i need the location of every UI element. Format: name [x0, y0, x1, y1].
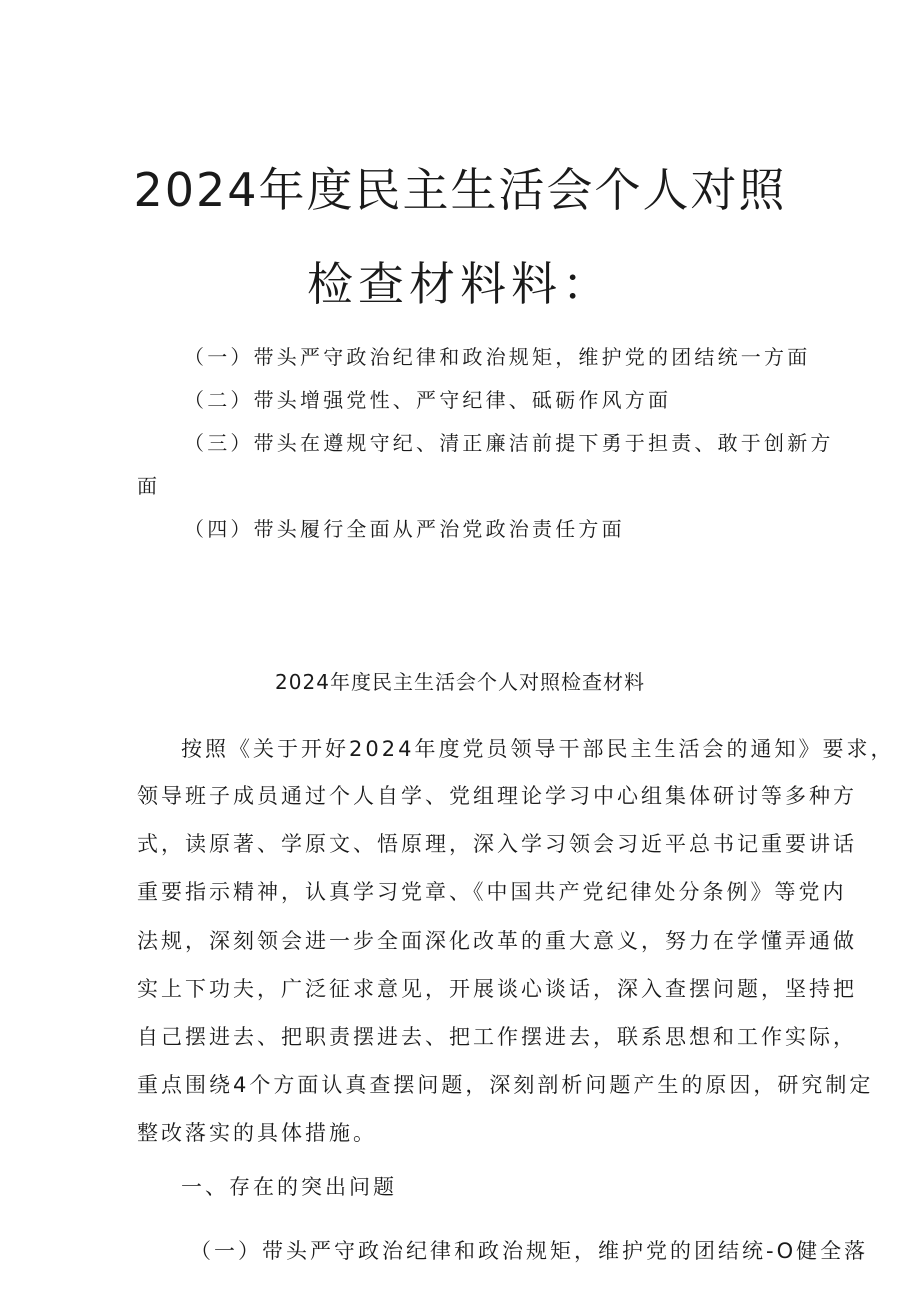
document-title-line-2: 检查材料料： [307, 257, 613, 311]
body-paragraph-line: 重要指示精神，认真学习党章、《中国共产党纪律处分条例》等党内 [137, 880, 847, 904]
toc-item-4: （四）带头履行全面从严治党政治责任方面 [184, 517, 625, 541]
body-paragraph-line: 重点围绕4个方面认真查摆问题，深刻剖析问题产生的原因，研究制定 [137, 1073, 874, 1097]
document-subtitle: 2024年度民主生活会个人对照检查材料 [275, 670, 645, 694]
body-paragraph-line: 法规，深刻领会进一步全面深化改革的重大意义，努力在学懂弄通做 [137, 929, 857, 953]
toc-item-2: （二）带头增强党性、严守纪律、砥砺作风方面 [184, 388, 672, 412]
body-paragraph-line: 领导班子成员通过个人自学、党组理论学习中心组集体研讨等多种方 [137, 784, 857, 808]
document-title-line-1: 2024年度民主生活会个人对照 [133, 163, 787, 217]
body-paragraph-line: 按照《关于开好2024年度党员领导干部民主生活会的通知》要求， [181, 737, 895, 761]
toc-item-3: （三）带头在遵规守纪、清正廉洁前提下勇于担责、敢于创新方 [184, 431, 834, 455]
body-paragraph-line: 自己摆进去、把职责摆进去、把工作摆进去，联系思想和工作实际， [137, 1025, 857, 1049]
body-paragraph-line: 实上下功夫，广泛征求意见，开展谈心谈话，深入查摆问题，坚持把 [137, 977, 857, 1001]
section-heading: 一、存在的突出问题 [181, 1175, 397, 1199]
body-paragraph-line: 式，读原著、学原文、悟原理，深入学习领会习近平总书记重要讲话 [137, 832, 857, 856]
section-item-1: （一）带头严守政治纪律和政治规矩，维护党的团结统-O健全落 [190, 1239, 869, 1263]
toc-item-1: （一）带头严守政治纪律和政治规矩，维护党的团结统一方面 [184, 345, 811, 369]
toc-item-3-continued: 面 [137, 474, 161, 498]
body-paragraph-line: 整改落实的具体措施。 [137, 1121, 377, 1145]
